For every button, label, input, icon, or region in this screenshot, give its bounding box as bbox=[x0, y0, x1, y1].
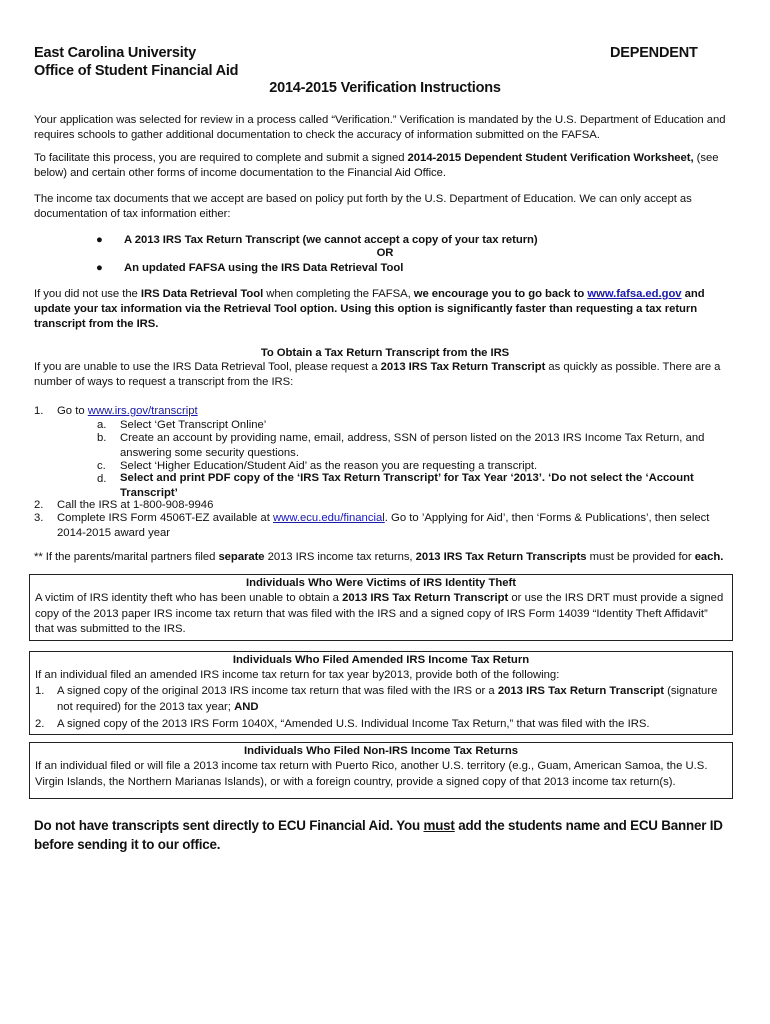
closing-instruction bbox=[34, 816, 734, 854]
identity-theft-text-pre: A victim of IRS identity theft who has been unable to obtain a bbox=[35, 592, 343, 604]
sub-letter: d. bbox=[97, 473, 107, 485]
ecu-financial-link[interactable]: www.ecu.edu/financial bbox=[273, 512, 385, 524]
non-irs-body: If an individual filed or will file a 2013 income tax return with Puerto Rico, another U.S. territory (e.g., Guam, American Samoa, the U.S. Virgin Islands, the Northern Marianas Islands), or with a foreign country, provide a signed copy of that 2013 income tax return(s). bbox=[35, 760, 708, 788]
amended-title: Individuals Who Filed Amended IRS Income Tax Return bbox=[232, 654, 530, 666]
closing-must: must bbox=[423, 818, 455, 833]
closing-text-pre: Do not have transcripts sent directly to ECU Financial Aid. You bbox=[34, 818, 424, 833]
sub-step-b: Create an account by providing name, email, address, SSN of person listed on the 2013 IRS Income Tax Return, and answering some security questions. bbox=[120, 432, 705, 459]
non-irs-box bbox=[29, 742, 733, 799]
step-number: 3. bbox=[34, 512, 44, 524]
sub-letter: a. bbox=[97, 419, 107, 431]
amended-body bbox=[30, 668, 732, 734]
office-name: Office of Student Financial Aid bbox=[34, 63, 239, 79]
identity-theft-body bbox=[30, 591, 732, 638]
obtain-paragraph bbox=[34, 360, 740, 390]
obtain-transcript-heading: To Obtain a Tax Return Transcript from the IRS bbox=[260, 347, 510, 359]
option-transcript: A 2013 IRS Tax Return Transcript (we cannot accept a copy of your tax return) bbox=[124, 234, 538, 246]
non-irs-title: Individuals Who Filed Non-IRS Income Tax Returns bbox=[243, 745, 519, 757]
drt-text-mid: when completing the FAFSA, bbox=[263, 288, 414, 300]
note-transcripts: 2013 IRS Tax Return Transcripts bbox=[415, 551, 587, 563]
identity-theft-transcript: 2013 IRS Tax Return Transcript bbox=[342, 592, 509, 604]
amended-return-box bbox=[29, 651, 733, 735]
amended-item-1-post: (signature not required) for the 2013 tax year; bbox=[57, 685, 718, 713]
step-2: Call the IRS at 1-800-908-9946 bbox=[57, 499, 214, 511]
amended-item-1-transcript: 2013 IRS Tax Return Transcript bbox=[497, 685, 664, 697]
amended-item-number: 2. bbox=[35, 718, 45, 730]
worksheet-text-pre: To facilitate this process, you are required to complete and submit a signed bbox=[34, 152, 408, 164]
identity-theft-box bbox=[29, 574, 733, 641]
transcript-name: 2013 IRS Tax Return Transcript bbox=[380, 361, 546, 373]
note-separate: separate bbox=[218, 551, 265, 563]
drt-encourage: we encourage you to go back to bbox=[413, 288, 588, 300]
sub-letter: b. bbox=[97, 432, 107, 444]
identity-theft-text-post: or use the IRS DRT must provide a signed copy of the 2013 paper IRS income tax return that was filed with the IRS and a signed copy of IRS Form 14039 “Identity Theft Affidavit” that was submitted to the IRS. bbox=[35, 592, 724, 635]
page-title: 2014-2015 Verification Instructions bbox=[269, 80, 501, 96]
amended-item-number: 1. bbox=[35, 685, 45, 697]
dependency-status: DEPENDENT bbox=[610, 45, 698, 61]
step-number: 1. bbox=[34, 405, 44, 417]
tax-docs-paragraph: The income tax documents that we accept are based on policy put forth by the U.S. Department of Education. We can only accept as documentation of tax information either: bbox=[34, 193, 692, 220]
closing-text-post: add the students name and ECU Banner ID before sending it to our office. bbox=[34, 818, 723, 852]
note-text-mid: 2013 IRS income tax returns, bbox=[264, 551, 416, 563]
worksheet-paragraph bbox=[34, 151, 734, 181]
fafsa-link[interactable]: www.fafsa.ed.gov bbox=[587, 288, 682, 300]
drt-paragraph bbox=[34, 287, 736, 332]
worksheet-text-post: (see below) and certain other forms of income documentation to the Financial Aid Office. bbox=[34, 152, 719, 179]
option-or: OR bbox=[376, 247, 394, 259]
sub-letter: c. bbox=[97, 460, 106, 472]
note-text-mid2: must be provided for bbox=[586, 551, 695, 563]
option-fafsa-drt: An updated FAFSA using the IRS Data Retrieval Tool bbox=[124, 262, 404, 274]
sub-step-c: Select ‘Higher Education/Student Aid’ as the reason you are requesting a transcript. bbox=[120, 460, 538, 472]
amended-intro: If an individual filed an amended IRS income tax return for tax year by2013, provide both of the following: bbox=[35, 669, 560, 681]
amended-item-2: A signed copy of the 2013 IRS Form 1040X, “Amended U.S. Individual Income Tax Return,” that was filed with the IRS. bbox=[57, 718, 650, 730]
step-3-text-pre: Complete IRS Form 4506T-EZ available at bbox=[57, 512, 273, 524]
drt-update-text: and update your tax information via the Retrieval Tool option. Using this option is significantly faster than requesting a tax return transcript from the IRS. bbox=[34, 288, 705, 330]
step-1-text: Go to bbox=[57, 405, 88, 417]
step-1 bbox=[57, 404, 198, 419]
bullet-icon: ● bbox=[96, 262, 103, 274]
obtain-text-pre: If you are unable to use the IRS Data Retrieval Tool, please request a bbox=[34, 361, 381, 373]
drt-tool-name: IRS Data Retrieval Tool bbox=[140, 288, 264, 300]
worksheet-name: 2014-2015 Dependent Student Verification Worksheet, bbox=[407, 152, 694, 164]
sub-step-a: Select ‘Get Transcript Online’ bbox=[120, 419, 267, 431]
bullet-icon: ● bbox=[96, 234, 103, 246]
intro-paragraph: Your application was selected for review in a process called “Verification.” Verification is mandated by the U.S. Department of Education and requires schools to gather additional documentation to check the accuracy of information submitted on the FAFSA. bbox=[34, 114, 726, 141]
obtain-text-post: as quickly as possible. There are a number of ways to request a transcript from the IRS: bbox=[34, 361, 721, 388]
note-each: each. bbox=[694, 551, 724, 563]
amended-item-1-and: AND bbox=[234, 700, 259, 713]
step-3 bbox=[57, 511, 737, 541]
note-text-pre: ** If the parents/marital partners filed bbox=[34, 551, 219, 563]
identity-theft-title: Individuals Who Were Victims of IRS Identity Theft bbox=[245, 577, 517, 589]
step-3-text-post: . Go to ’Applying for Aid’, then ‘Forms & Publications’, then select 2014-2015 award year bbox=[57, 512, 710, 539]
irs-transcript-link[interactable]: www.irs.gov/transcript bbox=[87, 405, 198, 417]
step-number: 2. bbox=[34, 499, 44, 511]
amended-item-1-pre: A signed copy of the original 2013 IRS income tax return that was filed with the IRS or a bbox=[57, 685, 498, 697]
separate-returns-note bbox=[34, 550, 740, 565]
university-name: East Carolina University bbox=[34, 45, 197, 61]
amended-item-1 bbox=[57, 684, 722, 715]
drt-text-pre: If you did not use the bbox=[34, 288, 141, 300]
sub-step-d: Select and print PDF copy of the ‘IRS Tax Return Transcript’ for Tax Year ‘2013’. ‘Do not select the ‘Account Transcript’ bbox=[120, 472, 694, 499]
